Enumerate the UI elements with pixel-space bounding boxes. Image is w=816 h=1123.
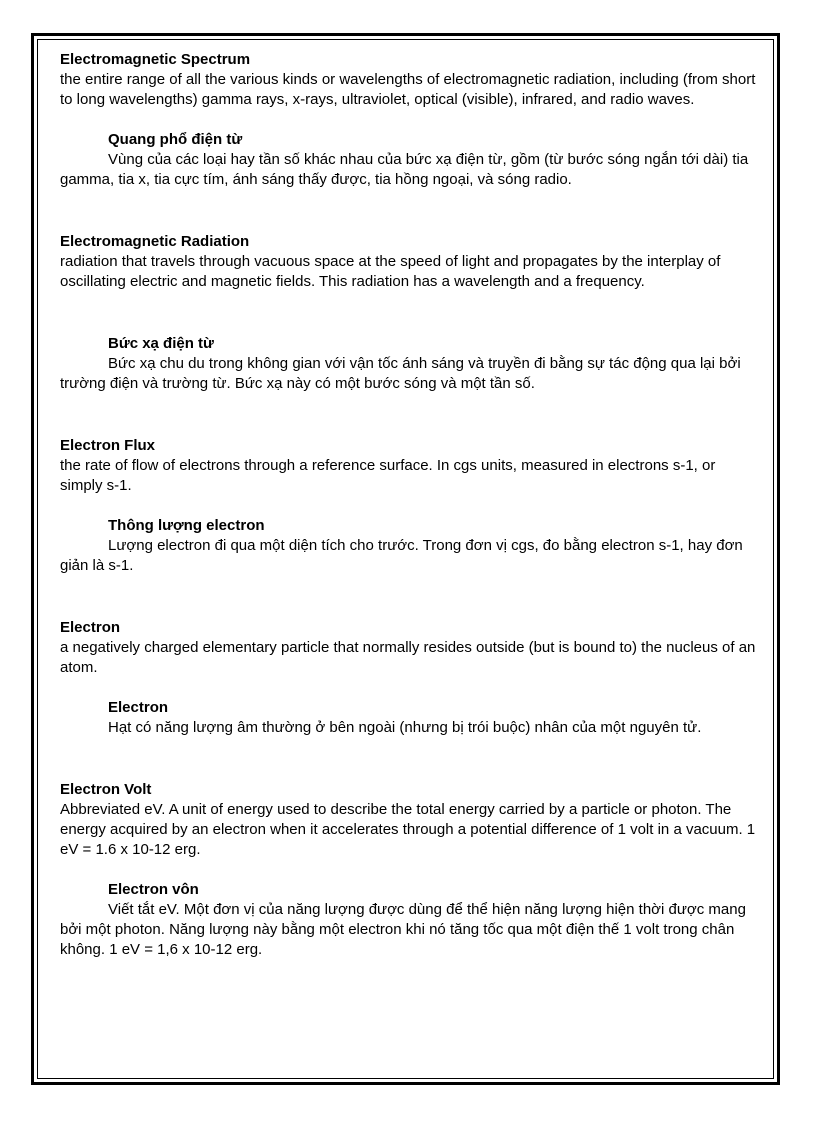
english-term: Electron Volt <box>60 781 152 798</box>
english-definition: radiation that travels through vacuous space at the speed of light and propagates by the interplay of oscillating electric and magnetic fields. This radiation has a wavelength and a frequency. <box>60 253 721 290</box>
vietnamese-term: Thông lượng electron <box>108 517 265 534</box>
glossary-entry-translation <box>60 334 760 394</box>
glossary-entry <box>60 50 760 110</box>
glossary-content <box>60 50 760 960</box>
english-term: Electron Flux <box>60 437 156 454</box>
english-definition: the entire range of all the various kinds or wavelengths of electromagnetic radiation, including (from short to long wavelengths) gamma rays, x-rays, ultraviolet, optical (visible), infrared, and radio waves. <box>60 71 756 108</box>
vietnamese-term: Electron <box>108 699 169 716</box>
vietnamese-definition: Bức xạ chu du trong không gian với vận tốc ánh sáng và truyền đi bằng sự tác động qua lại bởi trường điện và trường từ. Bức xạ này có một bước sóng và một tần số. <box>60 355 741 392</box>
english-term: Electromagnetic Radiation <box>60 233 250 250</box>
glossary-entry-translation <box>60 130 760 190</box>
vietnamese-definition: Vùng của các loại hay tần số khác nhau của bức xạ điện từ, gồm (từ bước sóng ngắn tới dài) tia gamma, tia x, tia cực tím, ánh sáng thấy được, tia hồng ngoại, và sóng radio. <box>60 151 749 188</box>
glossary-entry-translation <box>60 516 760 576</box>
english-term: Electromagnetic Spectrum <box>60 51 251 68</box>
vietnamese-definition: Hạt có năng lượng âm thường ở bên ngoài (nhưng bị trói buộc) nhân của một nguyên tử. <box>108 719 702 736</box>
glossary-entry <box>60 618 760 678</box>
vietnamese-term: Electron vôn <box>108 881 199 898</box>
glossary-entry-translation <box>60 880 760 960</box>
english-term: Electron <box>60 619 121 636</box>
glossary-entry <box>60 232 760 292</box>
vietnamese-definition: Viết tắt eV. Một đơn vị của năng lượng được dùng để thể hiện năng lượng hiện thời được mang bởi một photon. Năng lượng này bằng một electron khi nó tăng tốc qua một điện thế 1 volt trong chân không. 1 eV = 1,6 x 10-12 erg. <box>60 901 746 958</box>
vietnamese-term: Bức xạ điện từ <box>108 335 214 352</box>
vietnamese-term: Quang phổ điện từ <box>108 131 243 148</box>
vietnamese-definition: Lượng electron đi qua một diện tích cho trước. Trong đơn vị cgs, đo bằng electron s-1, hay đơn giản là s-1. <box>60 537 743 574</box>
english-definition: the rate of flow of electrons through a reference surface. In cgs units, measured in electrons s-1, or simply s-1. <box>60 457 716 494</box>
english-definition: a negatively charged elementary particle that normally resides outside (but is bound to) the nucleus of an atom. <box>60 639 756 676</box>
glossary-entry <box>60 436 760 496</box>
english-definition: Abbreviated eV. A unit of energy used to describe the total energy carried by a particle or photon. The energy acquired by an electron when it accelerates through a potential difference of 1 volt in a vacuum. 1 eV = 1.6 x 10-12 erg. <box>60 801 756 858</box>
glossary-entry <box>60 780 760 860</box>
glossary-entry-translation <box>60 698 760 738</box>
